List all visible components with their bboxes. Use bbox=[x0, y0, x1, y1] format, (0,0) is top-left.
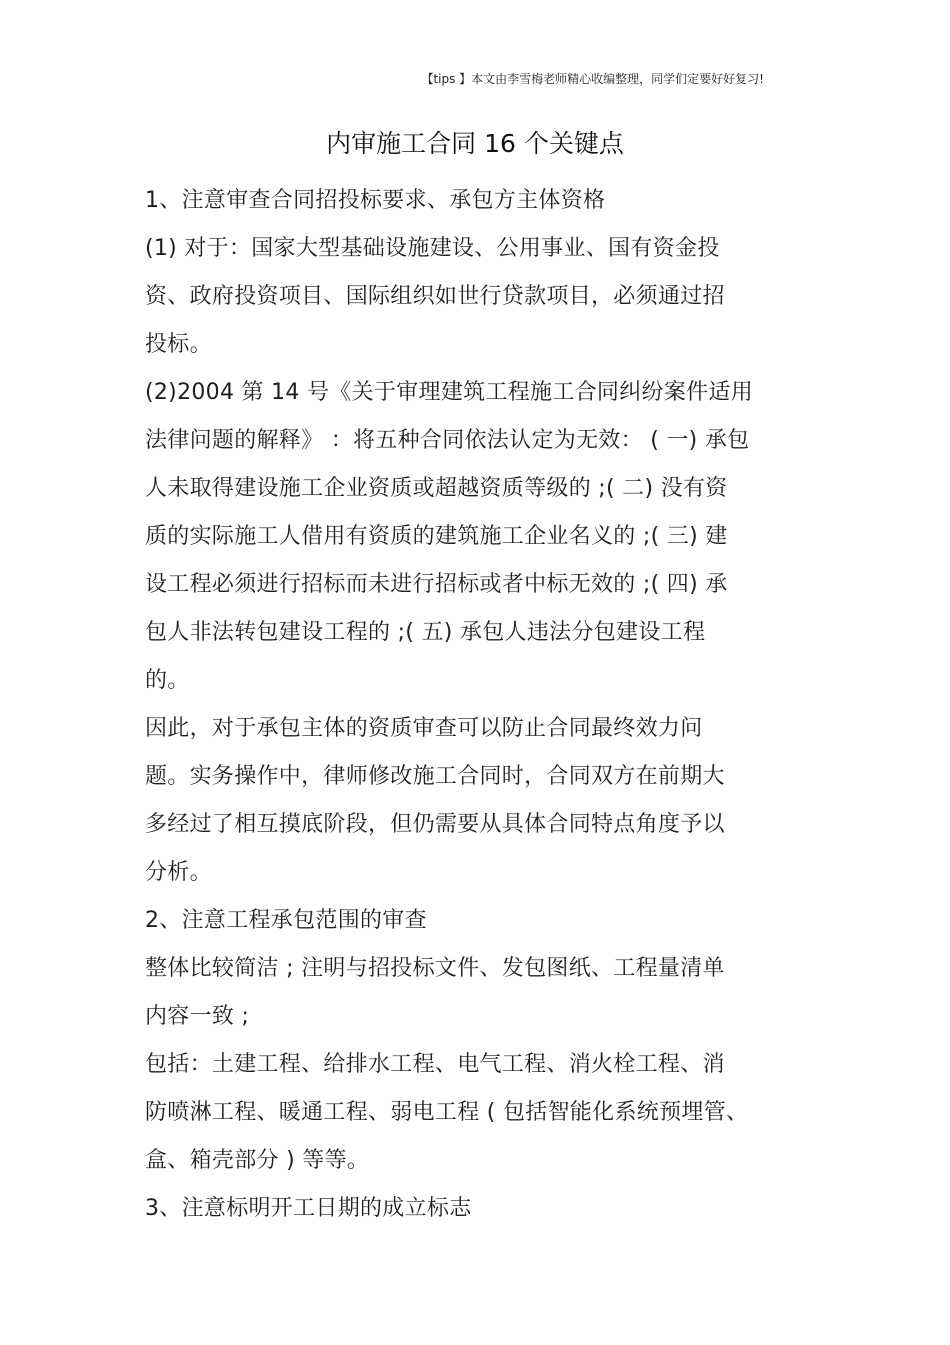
paragraph-line: 投标。 bbox=[145, 332, 212, 357]
paragraph-line: 盒、箱壳部分 ) 等等。 bbox=[145, 1148, 370, 1173]
header-tip: 【tips 】本文由李雪梅老师精心收编整理，同学们定要好好复习! bbox=[421, 72, 764, 86]
paragraph-line: 整体比较简洁 ; 注明与招投标文件、发包图纸、工程量清单 bbox=[145, 956, 725, 981]
paragraph-line: 的。 bbox=[145, 668, 190, 693]
paragraph-line: 分析。 bbox=[145, 860, 212, 885]
heading-2: 2、注意工程承包范围的审查 bbox=[145, 908, 427, 933]
paragraph-line: 内容一致 ; bbox=[145, 1004, 250, 1029]
heading-1: 1、注意审查合同招投标要求、承包方主体资格 bbox=[145, 188, 606, 213]
paragraph-line: 因此，对于承包主体的资质审查可以防止合同最终效力问 bbox=[145, 716, 703, 741]
paragraph-line: 多经过了相互摸底阶段，但仍需要从具体合同特点角度予以 bbox=[145, 812, 725, 837]
paragraph-line: 设工程必须进行招标而未进行招标或者中标无效的 ;( 四) 承 bbox=[145, 572, 728, 597]
paragraph-line: 防喷淋工程、暖通工程、弱电工程 ( 包括智能化系统预埋管、 bbox=[145, 1100, 749, 1125]
paragraph-line: 包人非法转包建设工程的 ;( 五) 承包人违法分包建设工程 bbox=[145, 620, 706, 645]
paragraph-line: 包括：土建工程、给排水工程、电气工程、消火栓工程、消 bbox=[145, 1052, 725, 1077]
paragraph-line: 法律问题的解释》 ：将五种合同依法认定为无效： ( 一) 承包 bbox=[145, 428, 750, 453]
paragraph-line: 题。实务操作中，律师修改施工合同时，合同双方在前期大 bbox=[145, 764, 725, 789]
document-title: 内审施工合同 16 个关键点 bbox=[326, 129, 624, 158]
paragraph-line: (1) 对于：国家大型基础设施建设、公用事业、国有资金投 bbox=[145, 236, 720, 261]
paragraph-line: 人未取得建设施工企业资质或超越资质等级的 ;( 二) 没有资 bbox=[145, 476, 728, 501]
paragraph-line: 资、政府投资项目、国际组织如世行贷款项目，必须通过招 bbox=[145, 284, 725, 309]
paragraph-line: (2)2004 第 14 号《关于审理建筑工程施工合同纠纷案件适用 bbox=[145, 380, 754, 405]
paragraph-line: 质的实际施工人借用有资质的建筑施工企业名义的 ;( 三) 建 bbox=[145, 524, 728, 549]
heading-3: 3、注意标明开工日期的成立标志 bbox=[145, 1196, 472, 1221]
